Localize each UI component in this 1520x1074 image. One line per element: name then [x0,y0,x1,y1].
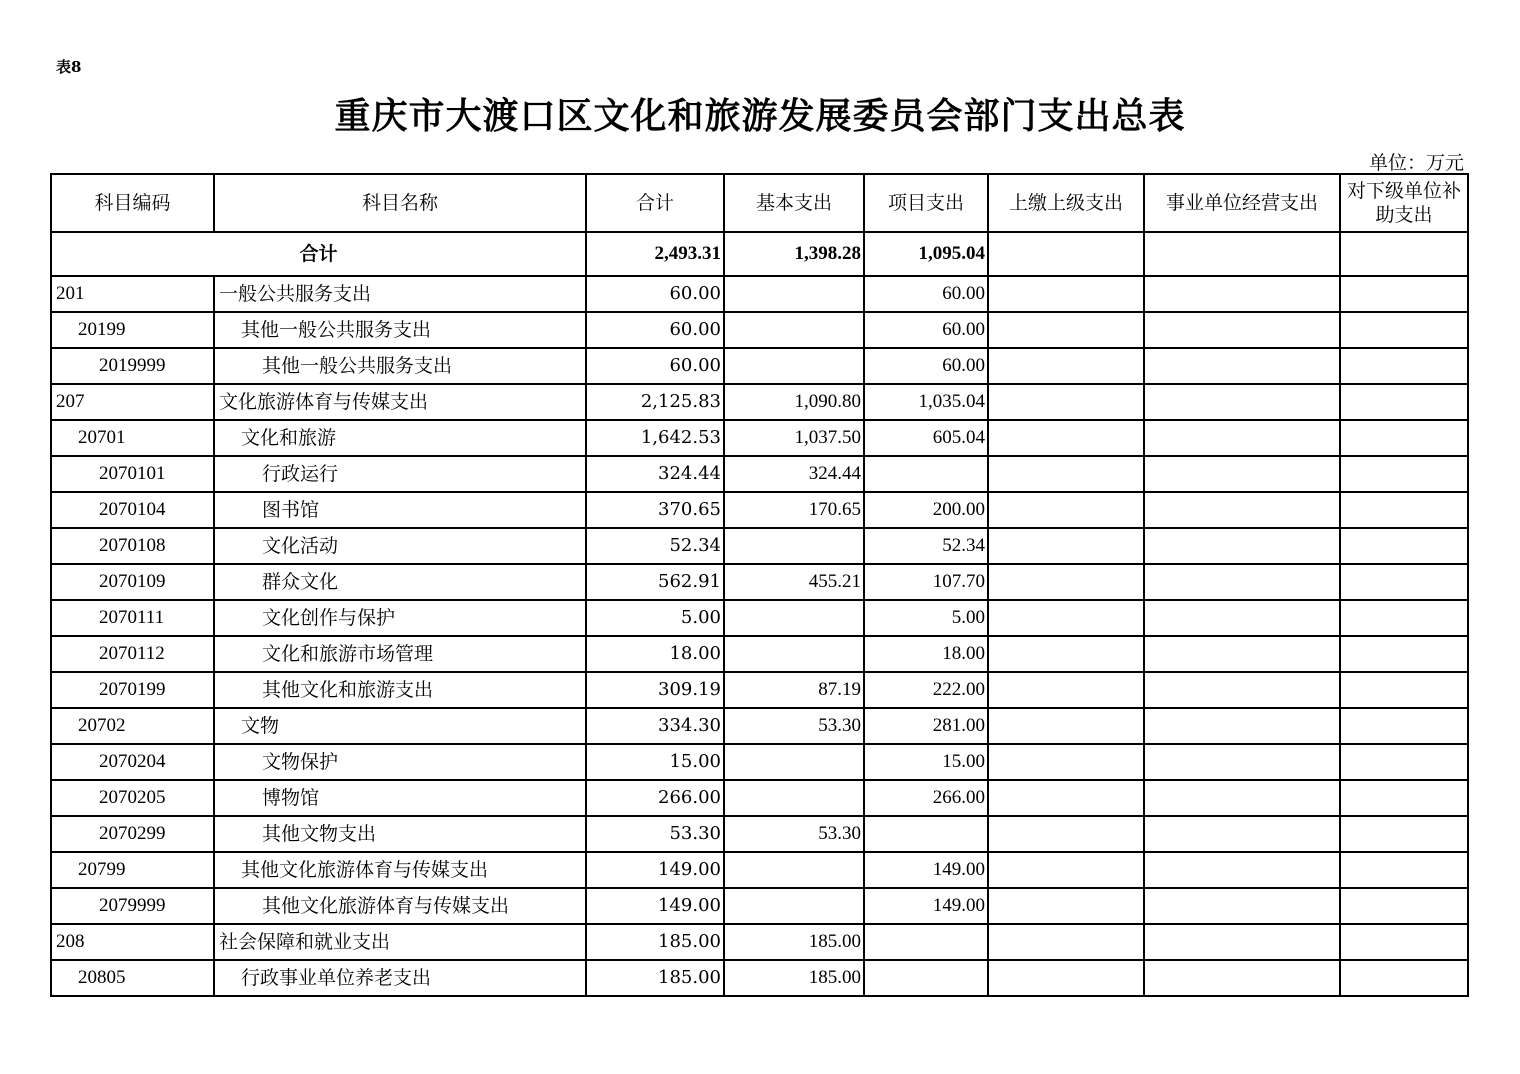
cell-name: 图书馆 [214,492,586,528]
cell-basic: 455.21 [724,564,864,600]
cell-upper [988,780,1144,816]
cell-project: 266.00 [864,780,988,816]
cell-upper [988,312,1144,348]
cell-subsidy [1340,816,1468,852]
cell-project: 1,035.04 [864,384,988,420]
cell-project [864,924,988,960]
cell-total: 5.00 [586,600,724,636]
cell-subsidy [1340,528,1468,564]
table-row [51,348,1468,384]
cell-subsidy [1340,708,1468,744]
cell-name: 文化创作与保护 [214,600,586,636]
table-row [51,492,1468,528]
cell-business [1144,600,1340,636]
cell-total: 53.30 [586,816,724,852]
cell-business [1144,384,1340,420]
cell-basic: 1,037.50 [724,420,864,456]
cell-name: 行政事业单位养老支出 [214,960,586,996]
table-row [51,276,1468,312]
cell-business [1144,708,1340,744]
cell-total: 15.00 [586,744,724,780]
table-row [51,312,1468,348]
total-project: 1,095.04 [864,232,988,276]
cell-upper [988,564,1144,600]
col-header-business: 事业单位经营支出 [1144,174,1340,232]
cell-code: 2070108 [51,528,214,564]
cell-total: 185.00 [586,924,724,960]
total-label: 合计 [51,232,586,276]
cell-basic [724,636,864,672]
cell-upper [988,924,1144,960]
cell-subsidy [1340,744,1468,780]
cell-name: 博物馆 [214,780,586,816]
cell-subsidy [1340,312,1468,348]
table-row [51,564,1468,600]
cell-basic: 170.65 [724,492,864,528]
page-title: 重庆市大渡口区文化和旅游发展委员会部门支出总表 [334,95,1186,137]
cell-basic [724,348,864,384]
col-header-code: 科目编码 [51,174,214,232]
col-header-name: 科目名称 [214,174,586,232]
cell-basic: 1,090.80 [724,384,864,420]
cell-name: 社会保障和就业支出 [214,924,586,960]
cell-total: 185.00 [586,960,724,996]
total-basic: 1,398.28 [724,232,864,276]
cell-upper [988,744,1144,780]
cell-upper [988,852,1144,888]
cell-subsidy [1340,636,1468,672]
cell-basic [724,744,864,780]
cell-basic: 53.30 [724,708,864,744]
header-row [51,174,1468,232]
total-sum: 2,493.31 [586,232,724,276]
table-row [51,384,1468,420]
table-row [51,924,1468,960]
total-subsidy [1340,232,1468,276]
cell-subsidy [1340,852,1468,888]
cell-code: 20799 [51,852,214,888]
cell-code: 2079999 [51,888,214,924]
col-header-upper: 上缴上级支出 [988,174,1144,232]
cell-subsidy [1340,456,1468,492]
cell-project: 18.00 [864,636,988,672]
cell-total: 334.30 [586,708,724,744]
table-row [51,852,1468,888]
cell-code: 2019999 [51,348,214,384]
cell-project: 15.00 [864,744,988,780]
cell-basic [724,780,864,816]
cell-total: 60.00 [586,348,724,384]
cell-basic [724,600,864,636]
expense-table [50,173,1469,997]
cell-project [864,960,988,996]
cell-name: 其他文化和旅游支出 [214,672,586,708]
cell-total: 18.00 [586,636,724,672]
cell-business [1144,852,1340,888]
cell-project: 107.70 [864,564,988,600]
table-row [51,636,1468,672]
table-row [51,960,1468,996]
col-header-total: 合计 [586,174,724,232]
cell-total: 309.19 [586,672,724,708]
cell-code: 2070299 [51,816,214,852]
cell-name: 文化和旅游市场管理 [214,636,586,672]
cell-name: 一般公共服务支出 [214,276,586,312]
cell-subsidy [1340,564,1468,600]
cell-business [1144,276,1340,312]
cell-total: 60.00 [586,312,724,348]
cell-business [1144,960,1340,996]
cell-project: 200.00 [864,492,988,528]
cell-total: 149.00 [586,852,724,888]
cell-subsidy [1340,672,1468,708]
cell-subsidy [1340,492,1468,528]
col-header-basic: 基本支出 [724,174,864,232]
cell-name: 文化旅游体育与传媒支出 [214,384,586,420]
cell-code: 2070204 [51,744,214,780]
cell-name: 文化和旅游 [214,420,586,456]
cell-business [1144,816,1340,852]
table-row [51,816,1468,852]
cell-project: 52.34 [864,528,988,564]
table-number-label: 表8 [56,58,82,76]
cell-upper [988,492,1144,528]
unit-label: 单位：万元 [1368,152,1464,174]
cell-project: 60.00 [864,312,988,348]
cell-upper [988,672,1144,708]
cell-code: 201 [51,276,214,312]
cell-basic [724,852,864,888]
cell-name: 行政运行 [214,456,586,492]
cell-upper [988,600,1144,636]
cell-code: 208 [51,924,214,960]
cell-total: 1,642.53 [586,420,724,456]
cell-total: 324.44 [586,456,724,492]
cell-code: 2070111 [51,600,214,636]
cell-business [1144,924,1340,960]
cell-project [864,456,988,492]
cell-basic: 53.30 [724,816,864,852]
cell-subsidy [1340,888,1468,924]
cell-subsidy [1340,276,1468,312]
cell-code: 2070205 [51,780,214,816]
total-row [51,232,1468,276]
cell-business [1144,780,1340,816]
cell-code: 2070104 [51,492,214,528]
cell-upper [988,420,1144,456]
cell-total: 60.00 [586,276,724,312]
cell-total: 562.91 [586,564,724,600]
cell-name: 文化活动 [214,528,586,564]
cell-project: 5.00 [864,600,988,636]
cell-upper [988,636,1144,672]
cell-business [1144,564,1340,600]
cell-upper [988,528,1144,564]
cell-basic: 324.44 [724,456,864,492]
cell-name: 其他一般公共服务支出 [214,348,586,384]
table-row [51,456,1468,492]
cell-subsidy [1340,384,1468,420]
cell-name: 群众文化 [214,564,586,600]
cell-upper [988,888,1144,924]
table-row [51,672,1468,708]
cell-project: 60.00 [864,348,988,384]
total-business [1144,232,1340,276]
cell-project: 605.04 [864,420,988,456]
table-row [51,780,1468,816]
cell-name: 文物保护 [214,744,586,780]
cell-code: 2070199 [51,672,214,708]
total-upper [988,232,1144,276]
cell-project: 222.00 [864,672,988,708]
cell-project: 149.00 [864,888,988,924]
cell-basic [724,312,864,348]
cell-business [1144,636,1340,672]
cell-name: 其他文化旅游体育与传媒支出 [214,852,586,888]
cell-business [1144,672,1340,708]
cell-basic: 185.00 [724,960,864,996]
cell-subsidy [1340,780,1468,816]
cell-business [1144,528,1340,564]
cell-basic: 87.19 [724,672,864,708]
cell-code: 207 [51,384,214,420]
cell-code: 20805 [51,960,214,996]
cell-total: 266.00 [586,780,724,816]
cell-project: 149.00 [864,852,988,888]
cell-business [1144,888,1340,924]
cell-basic [724,888,864,924]
cell-name: 其他文物支出 [214,816,586,852]
table-row [51,888,1468,924]
cell-name: 文物 [214,708,586,744]
cell-upper [988,456,1144,492]
cell-project: 60.00 [864,276,988,312]
table-row [51,708,1468,744]
cell-code: 20702 [51,708,214,744]
cell-total: 2,125.83 [586,384,724,420]
cell-total: 52.34 [586,528,724,564]
cell-project [864,816,988,852]
col-header-subsidy: 对下级单位补助支出 [1340,174,1468,232]
cell-business [1144,312,1340,348]
cell-project: 281.00 [864,708,988,744]
cell-subsidy [1340,420,1468,456]
table-row [51,600,1468,636]
cell-business [1144,744,1340,780]
cell-upper [988,708,1144,744]
table-row [51,744,1468,780]
cell-name: 其他文化旅游体育与传媒支出 [214,888,586,924]
cell-subsidy [1340,348,1468,384]
cell-upper [988,348,1144,384]
cell-code: 2070109 [51,564,214,600]
cell-code: 20199 [51,312,214,348]
cell-business [1144,492,1340,528]
cell-name: 其他一般公共服务支出 [214,312,586,348]
cell-code: 20701 [51,420,214,456]
table-row [51,420,1468,456]
cell-code: 2070112 [51,636,214,672]
cell-upper [988,384,1144,420]
cell-business [1144,348,1340,384]
cell-code: 2070101 [51,456,214,492]
cell-business [1144,420,1340,456]
cell-subsidy [1340,600,1468,636]
cell-subsidy [1340,924,1468,960]
col-header-project: 项目支出 [864,174,988,232]
cell-basic [724,276,864,312]
cell-basic: 185.00 [724,924,864,960]
cell-upper [988,816,1144,852]
cell-subsidy [1340,960,1468,996]
cell-total: 149.00 [586,888,724,924]
cell-total: 370.65 [586,492,724,528]
cell-business [1144,456,1340,492]
cell-upper [988,276,1144,312]
cell-basic [724,528,864,564]
cell-upper [988,960,1144,996]
table-row [51,528,1468,564]
